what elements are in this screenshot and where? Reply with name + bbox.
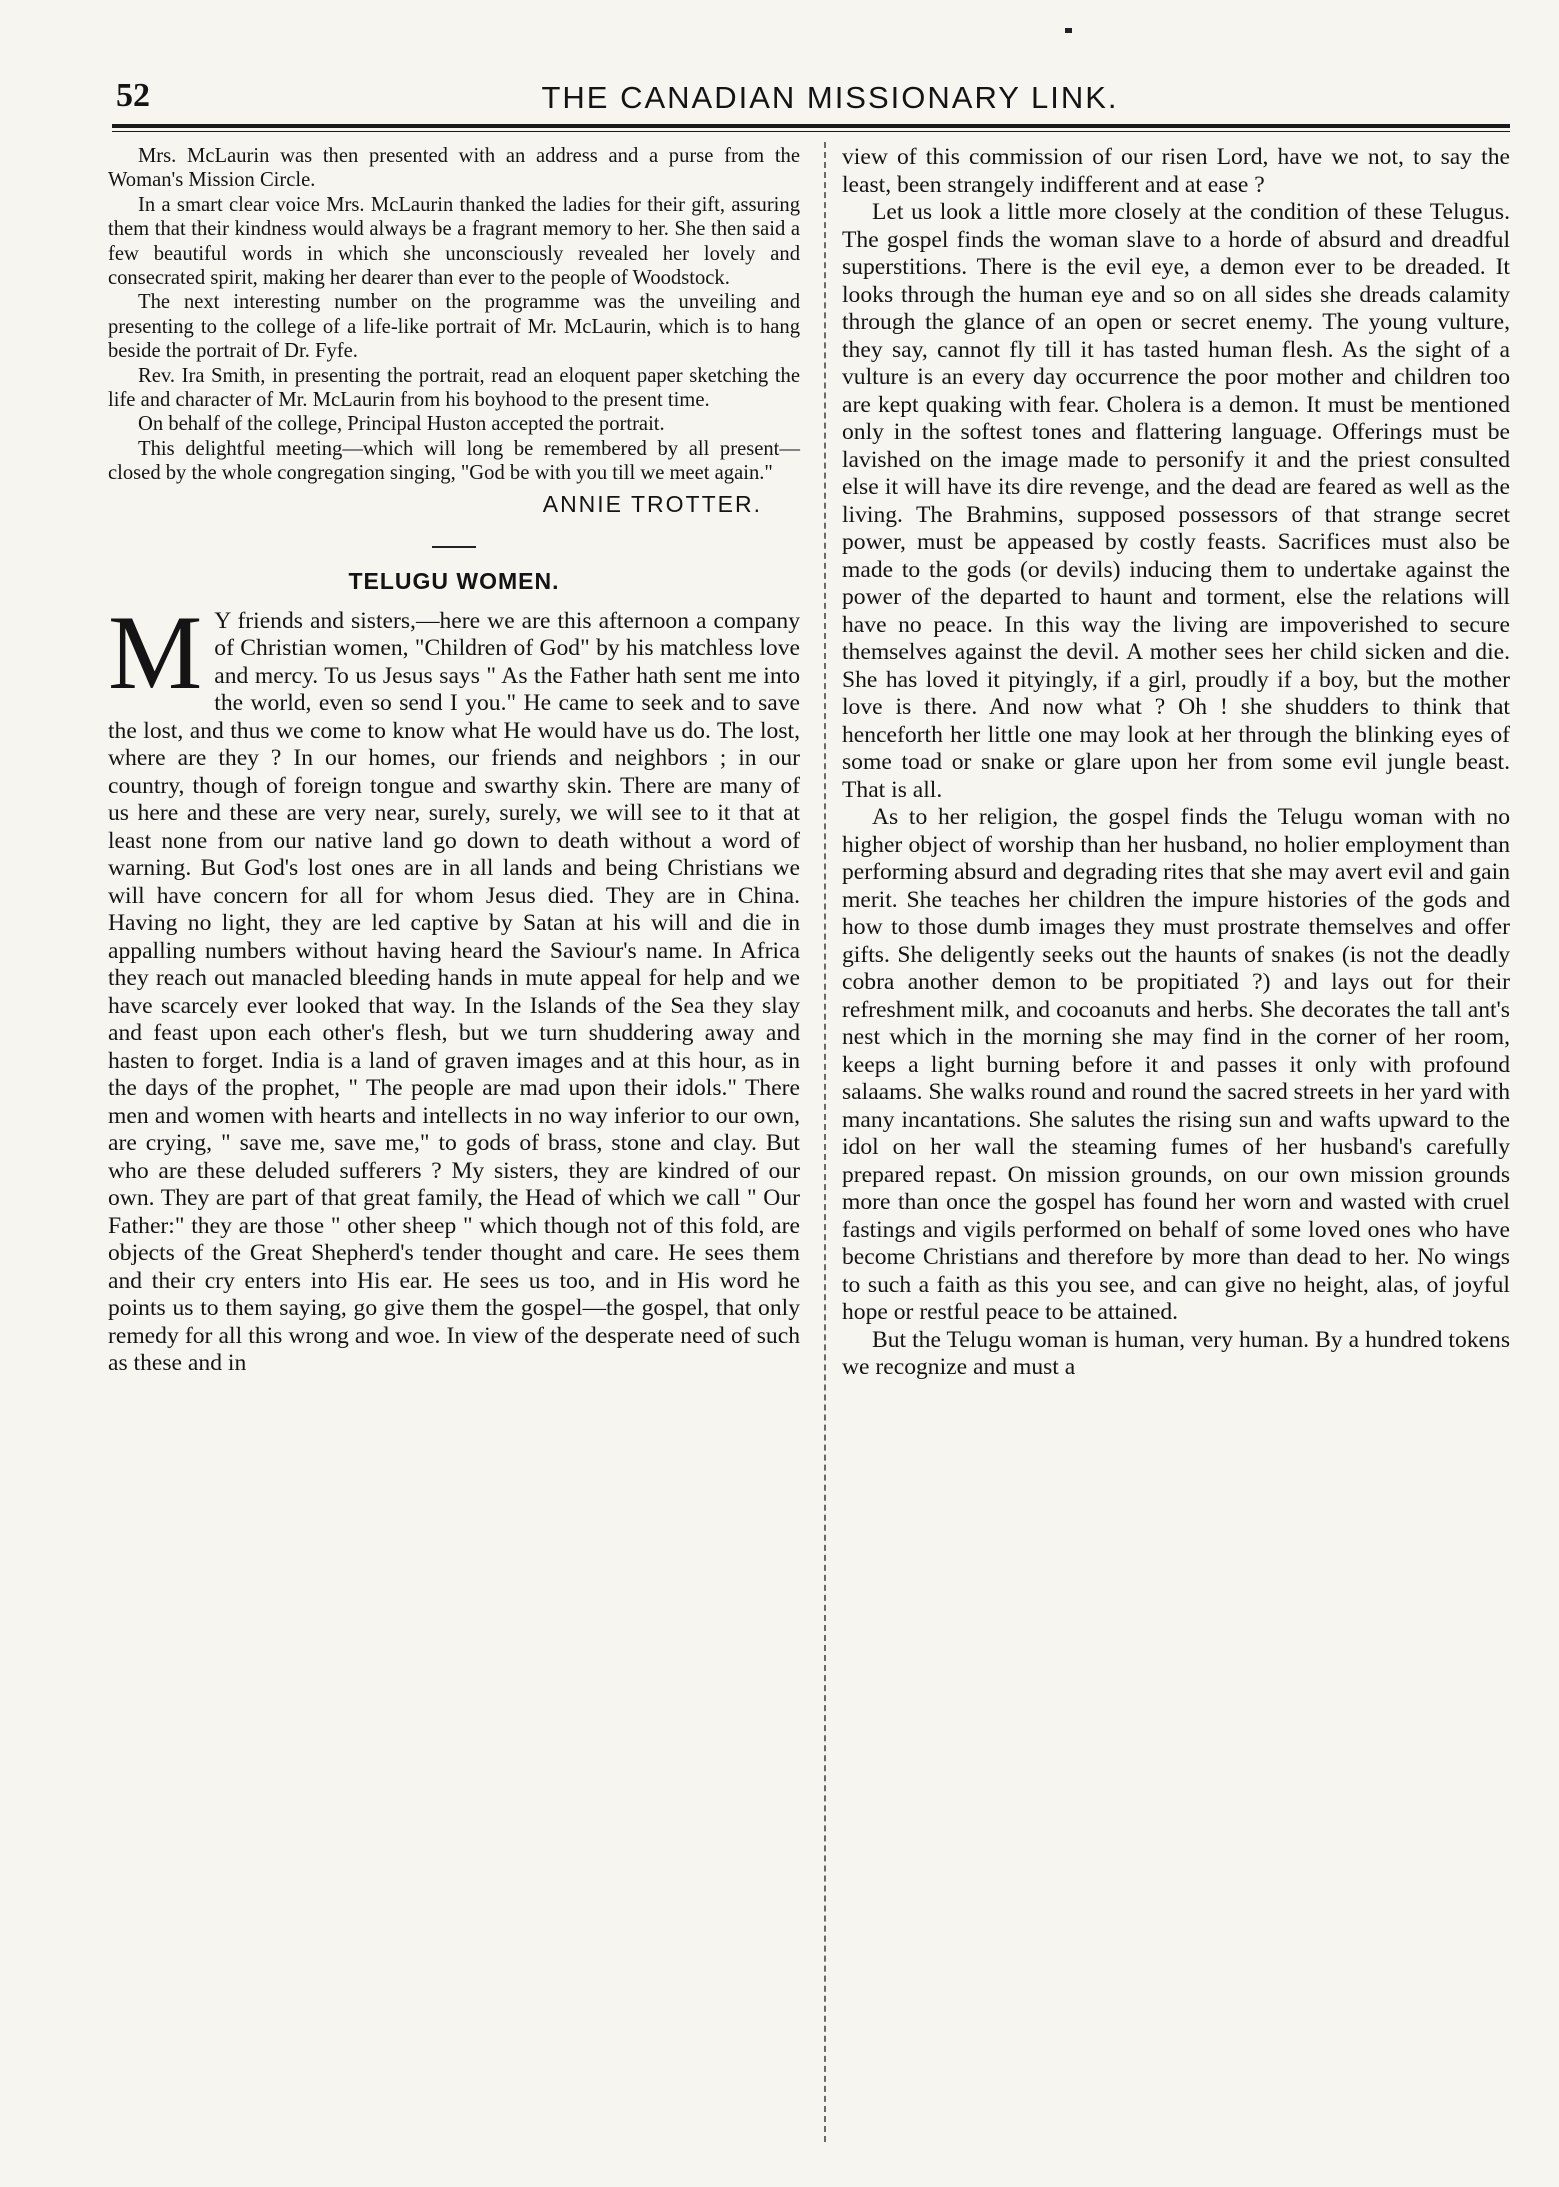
author-signature: ANNIE TROTTER. <box>542 490 762 517</box>
article-paragraph: As to her religion, the gospel finds the Telugu woman with no higher object of worship than her husband, no holier employment than performing absurd and degrading rites that she may avert evil and gain merit. She teaches her children the impure histories of the gods and how to those dumb images they must prostrate themselves and offer gifts. She deligently seeks out the haunts of snakes (is not the deadly cobra another demon to be propitiated ?) and lays out for their refreshment milk, and cocoanuts and herbs. She decorates the tall ant's nest which in the morning she may find in the corner of her room, keeps a light burning before it and passes it only with profound salaams. She walks round and round the sacred streets in her yard with many incantations. She salutes the rising sun and wafts upward to the idol on her wall the steaming fumes of her husband's carefully prepared repast. On mission grounds, on our own mission grounds more than once the gospel has found her worn and wasted with cruel fastings and vigils performed on behalf of some loved ones who have become Christians and therefore by more than dead to her. No wings to such a faith as this you see, and can give no height, alas, of joyful hope or restful peace to be attained. <box>842 804 1510 1325</box>
print-speck <box>1065 28 1072 33</box>
report-paragraph: Rev. Ira Smith, in presenting the portrait, read an eloquent paper sketching the life and character of Mr. McLaurin from his boyhood to the present time. <box>108 364 800 412</box>
report-paragraph: On behalf of the college, Principal Huston accepted the portrait. <box>138 413 665 436</box>
section-separator <box>432 546 476 548</box>
left-column <box>108 144 800 1378</box>
article-first-paragraph-text: Y friends and sisters,—here we are this afternoon a company of Christian women, "Children of God" by his matchless love and mercy. To us Jesus says " As the Father hath sent me into the world, even so send I you." He came to seek and to save the lost, and thus we come to know what He would have us do. The lost, where are they ? In our homes, our friends and neighbors ; in our country, though of foreign tongue and swarthy skin. There are many of us here and these are very near, surely, surely, we will see to it that at least none from our native land go down to death without a word of warning. But God's lost ones are in all lands and being Christians we will have concern for all for whom Jesus died. They are in China. Having no light, they are led captive by Satan at his will and die in appalling numbers without having heard the Saviour's name. In Africa they reach out manacled bleeding hands in mute appeal for help and we have scarcely ever looked that way. In the Islands of the Sea they slay and feast upon each other's flesh, but we turn shuddering away and hasten to forget. India is a land of graven images and at this hour, as in the days of the prophet, " The people are mad upon their idols." There men and women with hearts and intellects in no way inferior to our own, are crying, " save me, save me," to gods of brass, stone and clay. But who are these deluded sufferers ? My sisters, they are kindred of our own. They are part of that great family, the Head of which we call " Our Father:" they are those " other sheep " which though not of this fold, are objects of the Great Shepherd's tender thought and care. He sees them and their cry enters into His ear. He sees us too, and in His word he points us to them saying, go give them the gospel—the gospel, that only remedy for all this wrong and woe. In view of the desperate need of such as these and in <box>108 607 800 1377</box>
column-divider <box>824 142 826 2142</box>
article-title: TELUGU WOMEN. <box>348 567 560 594</box>
report-paragraph: In a smart clear voice Mrs. McLaurin thanked the ladies for their gift, assuring them that their kindness would always be a fragrant memory to her. She then said a few beautiful words in which she unconsciously revealed her lovely and consecrated spirit, making her dearer than ever to the people of Woodstock. <box>108 193 800 290</box>
report-paragraph: This delightful meeting—which will long be remembered by all present—closed by the whole congregation singing, "God be with you till we meet again." <box>108 437 800 485</box>
article-paragraph: But the Telugu woman is human, very human. By a hundred tokens we recognize and must a <box>842 1326 1510 1380</box>
header-rule-thin <box>112 131 1510 132</box>
right-column <box>842 144 1510 1382</box>
article-paragraph: Let us look a little more closely at the condition of these Telugus. The gospel finds the woman slave to a horde of absurd and dreadful superstitions. There is the evil eye, a demon ever to be dreaded. It looks through the human eye and so on all sides she dreads calamity through the glance of an open or secret enemy. The young vulture, they say, cannot fly till it has tasted human flesh. As the sight of a vulture is an every day occurrence the poor mother and children too are kept quaking with fear. Cholera is a demon. It must be mentioned only in the softest tones and flattering language. Offerings must be lavished on the image made to personify it and the priest consulted else it will have its dire revenge, and the dead are feared as well as the living. The Brahmins, supposed possessors of that strange secret power, must be appeased by costly feasts. Sacrifices must also be made to the gods (or devils) inducing them to undertake against the power of the departed to haunt and torment, else the relations will have no peace. In this way the living are impoverished to secure themselves against the devil. A mother sees her child sicken and die. She has loved it pityingly, if a girl, proudly if a boy, but the mother love is there. And now what ? Oh ! she shudders to think that henceforth her little one may look at her through the blinking eyes of some toad or snake or glare upon her from some evil jungle beast. That is all. <box>842 199 1510 803</box>
running-head: THE CANADIAN MISSIONARY LINK. <box>541 80 1119 115</box>
report-paragraph: Mrs. McLaurin was then presented with an address and a purse from the Woman's Mission Circle. <box>108 145 800 192</box>
article-first-paragraph <box>108 593 800 1378</box>
drop-cap: M <box>108 593 203 711</box>
article-paragraph: view of this commission of our risen Lord, have we not, to say the least, been strangely indifferent and at ease ? <box>842 144 1510 198</box>
header-rule <box>112 124 1510 128</box>
report-paragraph: The next interesting number on the programme was the unveiling and presenting to the college of a life-like portrait of Mr. McLaurin, which is to hang beside the portrait of Dr. Fyfe. <box>108 291 800 363</box>
page-number: 52 <box>116 77 150 114</box>
